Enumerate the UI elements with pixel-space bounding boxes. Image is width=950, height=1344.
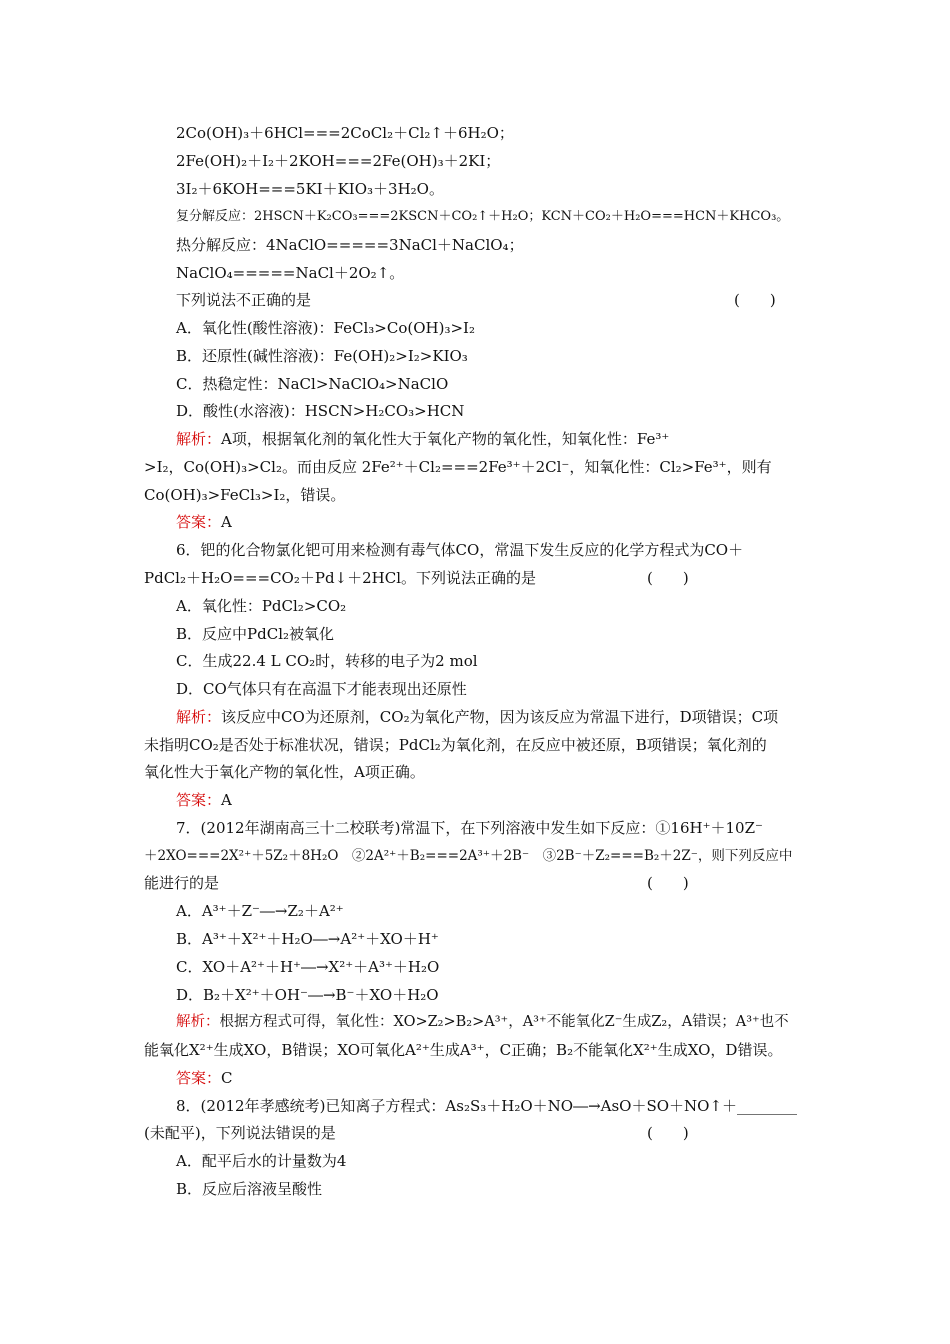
answer-label: 答案： [176,791,222,809]
question-stem: 能进行的是 [144,874,220,892]
question-stem: 下列说法不正确的是 [176,291,312,309]
equation-line: 复分解反应：2HSCN＋K₂CO₃===2KSCN＋CO₂↑＋H₂O；KCN＋CO₂＋H₂O===HCN＋KHCO₃。 [176,209,790,224]
analysis-label: 解析： [176,708,222,726]
analysis-text: A项，根据氧化剂的氧化性大于氧化产物的氧化性，知氧化性：Fe³⁺ [221,430,670,448]
analysis-label: 解析： [176,430,222,448]
analysis-line [176,429,669,449]
option-a: A．配平后水的计量数为4 [176,1152,347,1170]
question-stem: PdCl₂＋H₂O===CO₂＋Pd↓＋2HCl。下列说法正确的是 [144,569,537,587]
analysis-line [176,1012,789,1032]
option-b: B．反应后溶液呈酸性 [176,1180,323,1198]
question-stem: 8．(2012年孝感统考)已知离子方程式：As₂S₃＋H₂O＋NO―→AsO＋SO＋NO↑＋________ [176,1097,798,1115]
answer-bracket: ( ) [647,1124,689,1142]
question-stem: 6．钯的化合物氯化钯可用来检测有毒气体CO，常温下发生反应的化学方程式为CO＋ [176,541,744,559]
equation-line: 2Fe(OH)₂＋I₂＋2KOH===2Fe(OH)₃＋2KI； [176,152,501,170]
analysis-line: 氧化性大于氧化产物的氧化性，A项正确。 [144,763,425,781]
equation-line: 2Co(OH)₃＋6HCl===2CoCl₂＋Cl₂↑＋6H₂O； [176,124,514,142]
answer-label: 答案： [176,513,222,531]
answer-line [176,1068,233,1088]
option-b: B．A³⁺＋X²⁺＋H₂O―→A²⁺＋XO＋H⁺ [176,930,439,948]
option-a: A．氧化性(酸性溶液)：FeCl₃>Co(OH)₃>I₂ [176,319,475,337]
answer-line [176,512,232,532]
analysis-label: 解析： [176,1014,220,1030]
option-d: D．CO气体只有在高温下才能表现出还原性 [176,680,467,698]
answer-label: 答案： [176,1069,222,1087]
analysis-line: 未指明CO₂是否处于标准状况，错误；PdCl₂为氧化剂，在反应中被还原，B项错误；氧化剂的 [144,736,767,754]
option-c: C．热稳定性：NaCl>NaClO₄>NaClO [176,375,449,393]
answer-bracket: ( ) [647,874,689,892]
equation-line: 热分解反应：4NaClO=====3NaCl＋NaClO₄； [176,236,524,254]
option-a: A．A³⁺＋Z⁻―→Z₂＋A²⁺ [176,902,344,920]
answer-bracket: ( ) [647,569,689,587]
analysis-text: 根据方程式可得，氧化性：XO>Z₂>B₂>A³⁺，A³⁺不能氧化Z⁻生成Z₂，A错误；A³⁺也不 [219,1014,789,1030]
option-b: B．反应中PdCl₂被氧化 [176,625,335,643]
option-b: B．还原性(碱性溶液)：Fe(OH)₂>I₂>KIO₃ [176,347,468,365]
answer-bracket: ( ) [734,291,776,309]
option-d: D．B₂＋X²⁺＋OH⁻―→B⁻＋XO＋H₂O [176,986,439,1004]
question-stem: (未配平)，下列说法错误的是 [144,1124,336,1142]
answer-value: A [221,791,232,809]
question-stem: 7．(2012年湖南高三十二校联考)常温下，在下列溶液中发生如下反应：①16H⁺＋10Z⁻ [176,819,763,837]
option-c: C．XO＋A²⁺＋H⁺―→X²⁺＋A³⁺＋H₂O [176,958,440,976]
option-d: D．酸性(水溶液)：HSCN>H₂CO₃>HCN [176,402,465,420]
option-c: C．生成22.4 L CO₂时，转移的电子为2 mol [176,652,478,670]
equation-line: 3I₂＋6KOH===5KI＋KIO₃＋3H₂O。 [176,180,444,198]
analysis-line: Co(OH)₃>FeCl₃>I₂，错误。 [144,486,346,504]
answer-value: C [221,1069,233,1087]
answer-value: A [221,513,232,531]
answer-line [176,790,232,810]
analysis-line: >I₂，Co(OH)₃>Cl₂。而由反应 2Fe²⁺＋Cl₂===2Fe³⁺＋2Cl⁻，知氧化性：Cl₂>Fe³⁺，则有 [144,458,772,476]
option-a: A．氧化性：PdCl₂>CO₂ [176,597,347,615]
analysis-line [176,707,778,727]
question-stem: ＋2XO===2X²⁺＋5Z₂＋8H₂O ②2A²⁺＋B₂===2A³⁺＋2B⁻ ③2B⁻＋Z₂===B₂＋2Z⁻，则下列反应中 [144,848,793,864]
equation-line: NaClO₄=====NaCl＋2O₂↑。 [176,264,405,282]
analysis-text: 该反应中CO为还原剂，CO₂为氧化产物，因为该反应为常温下进行，D项错误；C项 [221,708,779,726]
analysis-line: 能氧化X²⁺生成XO，B错误；XO可氧化A²⁺生成A³⁺，C正确；B₂不能氧化X²⁺生成XO，D错误。 [144,1041,783,1059]
